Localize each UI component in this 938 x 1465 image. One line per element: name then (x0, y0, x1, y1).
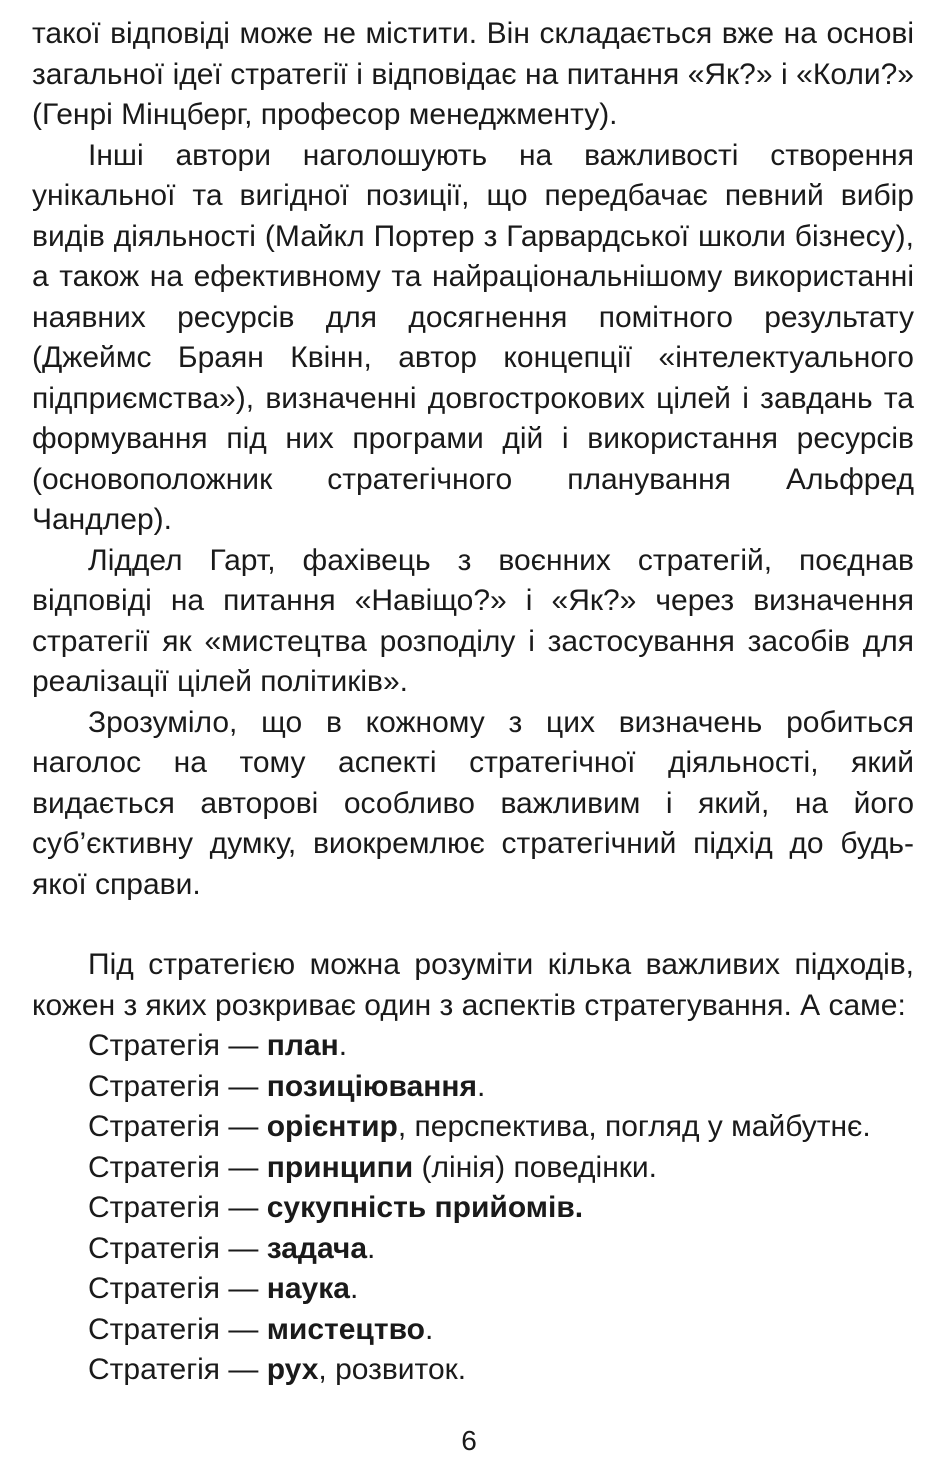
section-spacer (32, 905, 914, 945)
paragraph-liddell-hart: Ліддел Гарт, фахівець з воєнних стратегій, поєднав відповіді на питання «Навіщо?» і «Як?» через визначення стратегії як «мистецтва розподілу і застосування засобів для реалізації цілей політиків». (32, 543, 914, 698)
list-item-term: задача (266, 1231, 368, 1265)
paragraph-conclusion: Зрозуміло, що в кожному з цих визначень робиться наголос на тому аспекті стратегічної діяльності, який видається авторові особливо важливим і який, на його суб’єктивну думку, виокремлює стратегічний підхід до будь-якої справи. (32, 705, 914, 901)
list-item (32, 1269, 914, 1310)
list-item-prefix: Стратегія — (88, 1231, 267, 1265)
list-item-prefix: Стратегія — (88, 1150, 267, 1184)
list-item (32, 1188, 914, 1229)
list-item-term: план (266, 1029, 339, 1062)
list-item-term: наука (266, 1272, 350, 1305)
list-item-term: принципи (266, 1150, 414, 1184)
list-item (32, 1229, 914, 1270)
list-item (32, 1107, 914, 1148)
strategy-definitions-list (32, 1026, 914, 1391)
list-item-suffix: . (367, 1231, 376, 1265)
paragraph-intro: Під стратегією можна розуміти кілька важливих підходів, кожен з яких розкриває один з аспектів стратегування. А саме: (32, 948, 914, 1022)
list-item-suffix: . (477, 1069, 486, 1103)
list-item-term: рух (266, 1353, 319, 1386)
list-item-term: мистецтво (266, 1312, 425, 1346)
page-body (32, 14, 914, 1391)
list-item (32, 1067, 914, 1108)
list-item-prefix: Стратегія — (88, 1029, 267, 1062)
paragraph-continuation: такої відповіді може не містити. Він складається вже на основі загальної ідеї стратегії і відповідає на питання «Як?» і «Коли?» (Генрі Мінцберг, професор менеджменту). (32, 17, 914, 131)
list-item-suffix: . (338, 1029, 348, 1062)
list-item-suffix: (лінія) поведінки. (413, 1150, 658, 1184)
list-item (32, 1026, 914, 1067)
list-item-prefix: Стратегія — (88, 1353, 267, 1386)
list-item-term: орієнтир (266, 1110, 398, 1143)
list-item-prefix: Стратегія — (88, 1069, 267, 1103)
paragraph-other-authors: Інші автори наголошують на важливості створення унікальної та вигідної позиції, що передбачає певний вибір видів діяльності (Майкл Портер з Гарвардської школи бізнесу), а також на ефективному та найраціональнішому використанні наявних ресурсів для досягнення помітного результату (Джеймс Браян Квінн, автор концепції «інтелектуального підприємства»), визначенні довгострокових цілей і завдань та формування під них програми дій і використання ресурсів (основоположник стратегічного планування Альфред Чандлер). (32, 138, 914, 536)
list-item-suffix: . (349, 1272, 359, 1305)
list-item-prefix: Стратегія — (88, 1312, 267, 1346)
list-item (32, 1148, 914, 1189)
list-item (32, 1310, 914, 1351)
list-item-prefix: Стратегія — (88, 1191, 267, 1224)
list-item-term: сукупність прийомів. (266, 1191, 584, 1224)
list-item-prefix: Стратегія — (88, 1110, 267, 1143)
list-item-prefix: Стратегія — (88, 1272, 267, 1305)
list-item-suffix: , розвиток. (318, 1353, 467, 1386)
list-item (32, 1350, 914, 1391)
list-item-suffix: . (424, 1312, 434, 1346)
list-item-suffix: , перспектива, погляд у майбутнє. (397, 1110, 871, 1143)
list-item-term: позиціювання (266, 1069, 478, 1103)
page-number: 6 (461, 1425, 477, 1456)
